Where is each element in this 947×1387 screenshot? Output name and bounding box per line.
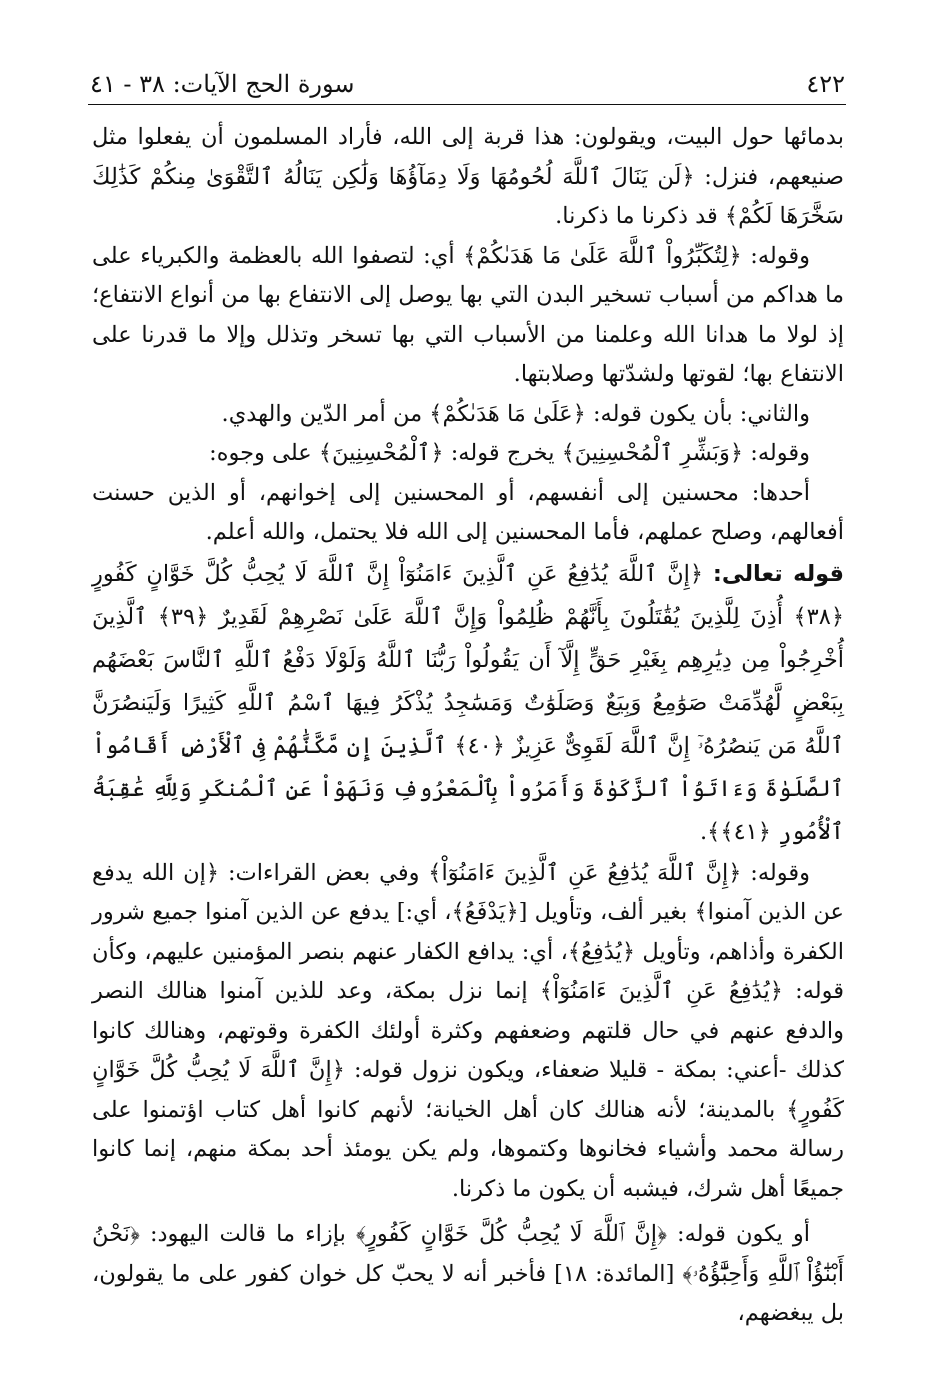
verse-text: ﴿إِنَّ ٱللَّهَ يُدَٰفِعُ عَنِ ٱلَّذِينَ ءَامَنُوٓاْ إِنَّ ٱللَّهَ لَا يُحِبُّ كُلَّ خَوَّانٍ كَفُورٍ ﴿٣٨﴾ أُذِنَ لِلَّذِينَ يُقَٰتَلُونَ بِأَنَّهُمْ ظُلِمُواْ وَإِنَّ ٱللَّهَ عَلَىٰ نَصْرِهِمْ لَقَدِيرٌ ﴿٣٩﴾ ٱلَّذِينَ أُخْرِجُواْ مِن دِيَٰرِهِم بِغَيْرِ حَقٍّ إِلَّآ أَن يَقُولُواْ رَبُّنَا ٱللَّهُ وَلَوْلَا دَفْعُ ٱللَّهِ ٱلنَّاسَ بَعْضَهُم بِبَعْضٍ لَّهُدِّمَتْ صَوَٰمِعُ وَبِيَعٌ وَصَلَوَٰتٌ وَمَسَٰجِدُ يُذْكَرُ فِيهَا ٱسْمُ ٱللَّهِ كَثِيرًا وَلَيَنصُرَنَّ ٱللَّهُ مَن يَنصُرُهُۥٓ إِنَّ ٱللَّهَ لَقَوِىٌّ عَزِيزٌ ﴿٤٠﴾ ٱلَّذِينَ إِن مَّكَّنَّٰهُمْ فِى ٱلْأَرْضِ أَقَامُواْ ٱلصَّلَوٰةَ وَءَاتَوُاْ ٱلزَّكَوٰةَ وَأَمَرُواْ بِٱلْمَعْرُوفِ وَنَهَوْاْ عَنِ ٱلْمُنكَرِ وَلِلَّهِ عَٰقِبَةُ ٱلْأُمُورِ ﴿٤١﴾﴾.	[92, 560, 845, 845]
paragraph: وقوله: ﴿وَبَشِّرِ ٱلْمُحْسِنِينَ﴾ يخرج قوله: ﴿ٱلْمُحْسِنِينَ﴾ على وجوه:	[209, 440, 810, 466]
page-header	[90, 60, 845, 98]
paragraph: وقوله: ﴿لِتُكَبِّرُواْ ٱللَّهَ عَلَىٰ مَا هَدَىٰكُمْ﴾ أي: لتصفوا الله بالعظمة والكبرياء على ما هداكم من أسباب تسخير البدن التي بها يوصل إلى الانتفاع بها من أنواع الانتفاع؛ إذ لولا ما هدانا الله وعلمنا من الأسباب التي بها تسخر وتذلل وإلا ما قدرنا على الانتفاع بها؛ لقوتها ولشدّتها وصلابتها.	[92, 242, 844, 387]
paragraph: أو يكون قوله: ﴿إِنَّ ٱللَّهَ لَا يُحِبُّ كُلَّ خَوَّانٍ كَفُورٍ﴾ بإزاء ما قالت اليهود: ﴿نَحْنُ أَبْنَٰٓؤُاْ ٱللَّهِ وَأَحِبَّٰٓؤُهُۥ﴾ [المائدة: ١٨] فأخبر أنه لا يحبّ كل خوان كفور على ما يقولون، بل يبغضهم،	[92, 1221, 844, 1326]
paragraph: وقوله: ﴿إِنَّ ٱللَّهَ يُدَٰفِعُ عَنِ ٱلَّذِينَ ءَامَنُوٓاْ﴾ وفي بعض القراءات: ﴿إن الله يدفع عن الذين آمنوا﴾ بغير ألف، وتأويل [﴿يَدْفَعُ﴾، أي:] يدفع عن الذين آمنوا جميع شرور الكفرة وأذاهم، وتأويل ﴿يُدَٰفِعُ﴾، أي: يدافع الكفار عنهم بنصر المؤمنين عليهم، وكأن قوله: ﴿يُدَٰفِعُ عَنِ ٱلَّذِينَ ءَامَنُوٓاْ﴾ إنما نزل بمكة، وعد للذين آمنوا هنالك النصر والدفع عنهم في حال قلتهم وضعفهم وكثرة أولئك الكفرة وقوتهم، وهنالك كانوا كذلك -أعني: بمكة - قليلا ضعفاء، ويكون نزول قوله: ﴿إِنَّ ٱللَّهَ لَا يُحِبُّ كُلَّ خَوَّانٍ كَفُورٍ﴾ بالمدينة؛ لأنه هنالك كان أهل الخيانة؛ لأنهم كانوا أهل كتاب اؤتمنوا على رسالة محمد وأشياء فخانوها وكتموها، ولم يكن يومئذ أحد بمكة منهم، إنما كانوا جميعًا أهل شرك، فيشبه أن يكون ما ذكرنا.	[92, 859, 844, 1202]
running-title: سورة الحج الآيات: ٣٨ - ٤١	[90, 70, 355, 98]
page-body	[92, 118, 844, 1334]
paragraph: بدمائها حول البيت، ويقولون: هذا قربة إلى الله، فأراد المسلمون أن يفعلوا مثل صنيعهم، فنزل: ﴿لَن يَنَالَ ٱللَّهَ لُحُومُهَا وَلَا دِمَآؤُهَا وَلَٰكِن يَنَالُهُ ٱلتَّقْوَىٰ مِنكُمْ كَذَٰلِكَ سَخَّرَهَا لَكُمْ﴾ قد ذكرنا ما ذكرنا.	[92, 124, 844, 229]
verse-block	[92, 553, 844, 854]
paragraph: والثاني: بأن يكون قوله: ﴿عَلَىٰ مَا هَدَىٰكُمْ﴾ من أمر الدّين والهدي.	[221, 400, 810, 427]
paragraph: أحدها: محسنين إلى أنفسهم، أو المحسنين إلى إخوانهم، أو الذين حسنت أفعالهم، وصلح عملهم، فأما المحسنين إلى الله فلا يحتمل، والله أعلم.	[92, 479, 844, 545]
page-number: ٤٢٢	[806, 70, 845, 98]
header-rule	[88, 104, 846, 105]
verse-lead: قوله تعالى:	[712, 560, 844, 587]
